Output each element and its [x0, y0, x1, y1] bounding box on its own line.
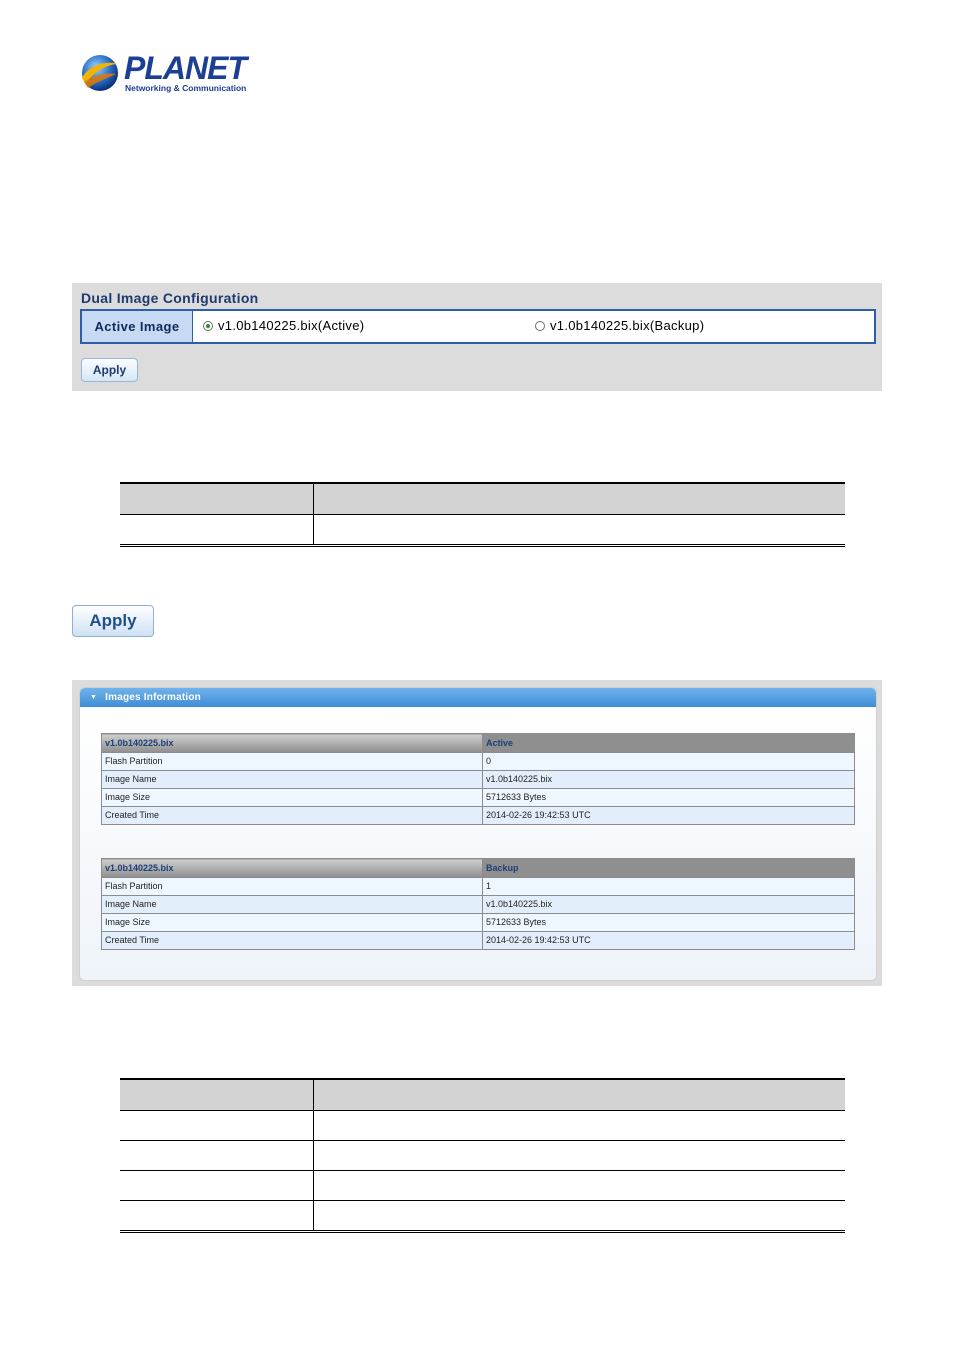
radio-option-backup[interactable]: [535, 318, 704, 333]
row-value: 0: [483, 753, 855, 771]
row-key: Image Name: [102, 771, 483, 789]
image-table-backup: [101, 858, 855, 950]
table-row: [102, 914, 855, 932]
images-information-body: [80, 707, 876, 980]
row-key: Image Size: [102, 789, 483, 807]
planet-logo: [78, 50, 248, 98]
row-key: Flash Partition: [102, 753, 483, 771]
row-key: Flash Partition: [102, 878, 483, 896]
table-row: [102, 807, 855, 825]
table-row: [102, 771, 855, 789]
apply-button[interactable]: Apply: [72, 605, 154, 637]
images-information-title: Images Information: [105, 692, 201, 703]
table-row: [120, 1111, 845, 1141]
row-key: Created Time: [102, 807, 483, 825]
collapse-triangle-icon[interactable]: ▼: [90, 694, 98, 701]
apply-button-small[interactable]: Apply: [81, 358, 138, 382]
row-key: Created Time: [102, 932, 483, 950]
row-value: 5712633 Bytes: [483, 914, 855, 932]
images-information-header[interactable]: [80, 688, 876, 707]
row-key: Image Size: [102, 914, 483, 932]
description-table-1: [120, 482, 845, 547]
image-table-header: [102, 734, 855, 753]
image-table-active: [101, 733, 855, 825]
row-value: 1: [483, 878, 855, 896]
image-name-header: v1.0b140225.bix: [102, 734, 483, 753]
images-information-panel: [72, 680, 882, 986]
image-status-header: Active: [483, 734, 855, 753]
table-row: [120, 515, 845, 546]
row-value: v1.0b140225.bix: [483, 896, 855, 914]
image-status-header: Backup: [483, 859, 855, 878]
logo-brand-text: PLANET: [124, 50, 246, 86]
row-key: Image Name: [102, 896, 483, 914]
table-row: [120, 1201, 845, 1232]
active-image-row: [80, 309, 876, 344]
radio-option-label: v1.0b140225.bix(Backup): [550, 318, 705, 333]
row-value: 2014-02-26 19:42:53 UTC: [483, 807, 855, 825]
row-value: 5712633 Bytes: [483, 789, 855, 807]
description-table-2: [120, 1078, 845, 1233]
table-row: [120, 1171, 845, 1201]
radio-unselected-icon[interactable]: [535, 321, 545, 331]
row-value: 2014-02-26 19:42:53 UTC: [483, 932, 855, 950]
table-row: [120, 1141, 845, 1171]
row-value: v1.0b140225.bix: [483, 771, 855, 789]
table-row: [102, 753, 855, 771]
globe-logo-icon: [78, 52, 120, 94]
table-header-row: [120, 483, 845, 515]
images-information-box: [79, 687, 877, 981]
image-table-header: [102, 859, 855, 878]
table-row: [102, 896, 855, 914]
radio-selected-icon[interactable]: [203, 321, 213, 331]
table-row: [102, 789, 855, 807]
active-image-label: Active Image: [82, 311, 193, 342]
table-row: [102, 878, 855, 896]
table-header-row: [120, 1079, 845, 1111]
image-name-header: v1.0b140225.bix: [102, 859, 483, 878]
panel-title: Dual Image Configuration: [81, 290, 259, 306]
dual-image-config-panel: [72, 283, 882, 391]
logo-tagline: Networking & Communication: [125, 83, 247, 93]
radio-option-label: v1.0b140225.bix(Active): [218, 318, 365, 333]
radio-option-active[interactable]: [203, 318, 364, 333]
table-row: [102, 932, 855, 950]
